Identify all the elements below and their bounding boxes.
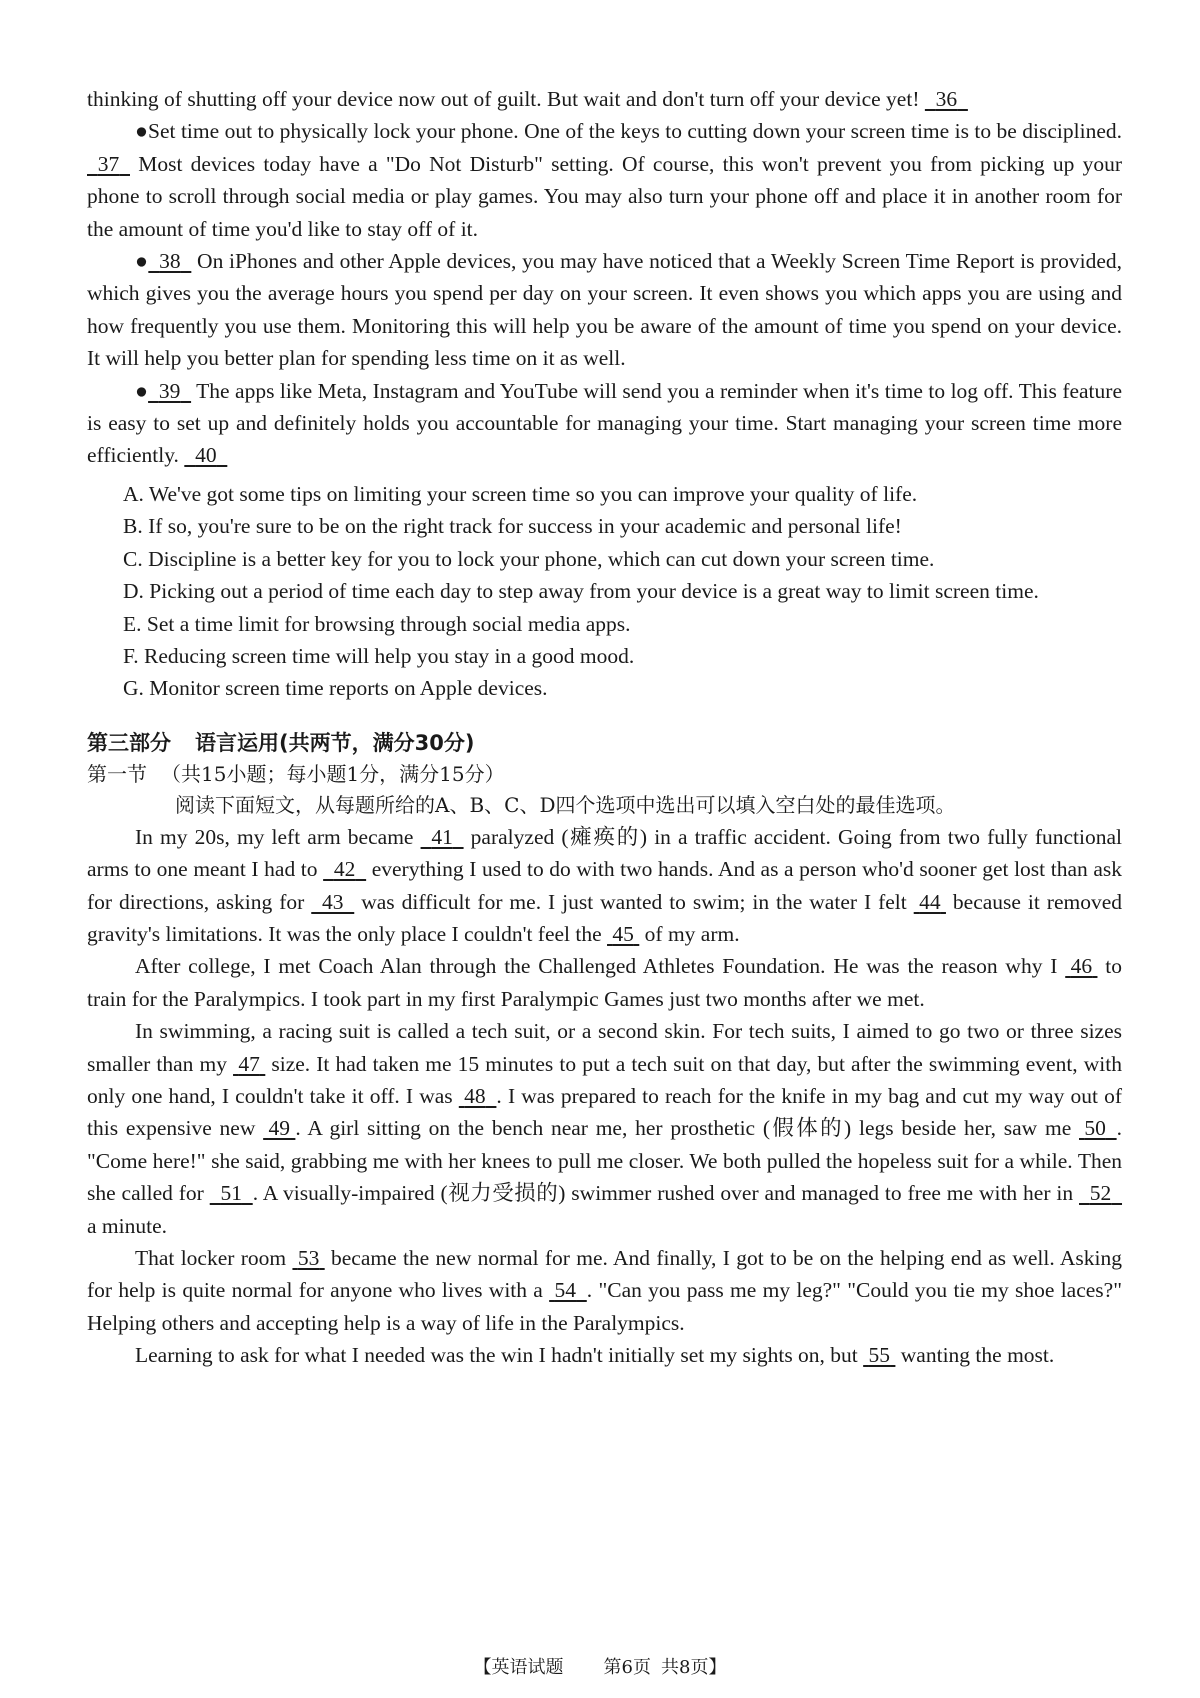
- blank-37: 37: [97, 151, 120, 176]
- section-heading: 第三部分 语言运用(共两节，满分30分): [87, 730, 475, 755]
- option-g: G. Monitor screen time reports on Apple devices.: [123, 676, 548, 701]
- blank-40: 40: [195, 443, 217, 468]
- answer-options: [87, 478, 1122, 705]
- bullet-icon: ●: [135, 249, 149, 274]
- blank-43: 43: [322, 889, 344, 914]
- blank-53: 53: [297, 1246, 320, 1270]
- option-c: C. Discipline is a better key for you to lock your phone, which can cut down your screen time.: [123, 546, 935, 571]
- blank-55: 55: [868, 1343, 891, 1368]
- option-f: F. Reducing screen time will help you stay in a good mood.: [123, 643, 635, 668]
- option-a: A. We've got some tips on limiting your screen time so you can improve your quality of life.: [123, 481, 918, 506]
- option-b: B. If so, you're sure to be on the right track for success in your academic and personal life!: [123, 514, 902, 539]
- blank-45: 45: [612, 921, 634, 946]
- cloze-paragraph-2: After college, I met Coach Alan through the Challenged Athletes Foundation. He was the reason why I 46 to train for the Paralympics. I took part in my first Paralympic Games just two months after we met.: [87, 950, 1122, 1015]
- passage-paragraph-1: ●Set time out to physically lock your phone. One of the keys to cutting down your screen time is to be disciplined. 37 Most devices today have a "Do Not Disturb" setting. Of course, this won't prevent you from picking up your phone to scroll through social media or play games. You may also turn your phone off and place it in another room for the amount of time you'd like to stay off of it.: [87, 119, 1122, 241]
- option-d: D. Picking out a period of time each day to step away from your device is a great way to limit screen time.: [123, 579, 1039, 604]
- footer-subject: 【英语试题: [473, 1657, 564, 1678]
- cloze-paragraph-3: In swimming, a racing suit is called a tech suit, or a second skin. For tech suits, I aimed to go two or three sizes smaller than my 47 size. It had taken me 15 minutes to put a tech suit on that day, but after the swimming event, with only one hand, I couldn't take it off. I was 48 . I was prepared to reach for the knife in my bag and cut my way out of this expensive new 49 . A girl sitting on the bench near me, her prosthetic (假体的) legs beside her, saw me 50 . "Come here!" she said, grabbing me with her knees to pull me closer. We both pulled the hopeless suit for a while. Then she called for 51 . A visually-impaired (视力受损的) swimmer rushed over and managed to free me with her in 52 a minute.: [87, 1019, 1122, 1238]
- blank-50: 50: [1084, 1116, 1106, 1141]
- footer-page-number: 第6页: [603, 1657, 651, 1678]
- blank-39: 39: [158, 378, 181, 403]
- passage-paragraph-0: thinking of shutting off your device now out of guilt. But wait and don't turn off your device yet! 36: [87, 83, 1122, 115]
- blank-46: 46: [1070, 954, 1093, 979]
- passage-paragraph-3: ● 39 The apps like Meta, Instagram and YouTube will send you a reminder when it's time to log off. This feature is easy to set up and definitely holds you accountable for managing your time. Start managing your screen time more efficiently. 40: [87, 375, 1122, 472]
- blank-47: 47: [238, 1051, 260, 1076]
- blank-51: 51: [220, 1181, 242, 1206]
- instruction-text: 阅读下面短文，从每题所给的A、B、C、D四个选项中选出可以填入空白处的最佳选项。: [175, 792, 956, 817]
- cloze-paragraph-5: Learning to ask for what I needed was the win I hadn't initially set my sights on, but 55 wanting the most.: [87, 1339, 1122, 1371]
- blank-36: 36: [935, 87, 958, 111]
- footer-total-pages: 共8页】: [661, 1657, 727, 1678]
- blank-41: 41: [431, 824, 453, 849]
- blank-48: 48: [464, 1083, 486, 1108]
- blank-42: 42: [333, 857, 356, 882]
- cloze-paragraph-4: That locker room 53 became the new normal for me. And finally, I got to be on the helping end as well. Asking for help is quite normal for anyone who lives with a 54 . "Can you pass me my leg?" "Could you tie my shoe laces?" Helping others and accepting help is a way of life in the Paralympics.: [87, 1242, 1122, 1339]
- passage-paragraph-2: ● 38 On iPhones and other Apple devices, you may have noticed that a Weekly Screen Time Report is provided, which gives you the average hours you spend per day on your screen. It even shows you which apps you are using and how frequently you use them. Monitoring this will help you be aware of the amount of time you spend on your device. It will help you better plan for spending less time on it as well.: [87, 245, 1122, 375]
- option-e: E. Set a time limit for browsing through social media apps.: [123, 611, 631, 636]
- bullet-icon: ●: [135, 378, 149, 403]
- blank-54: 54: [554, 1278, 577, 1303]
- cloze-paragraph-1: In my 20s, my left arm became 41 paralyzed (瘫痪的) in a traffic accident. Going from two fully functional arms to one meant I had to 42 everything I used to do with two hands. And as a person who'd sooner get lost than ask for directions, asking for 43 was difficult for me. I just wanted to swim; in the water I felt 44 because it removed gravity's limitations. It was the only place I couldn't feel the 45 of my arm.: [87, 821, 1122, 951]
- exam-page: [87, 83, 1122, 1372]
- subsection-heading: 第一节 （共15小题；每小题1分，满分15分）: [87, 761, 505, 786]
- blank-44: 44: [919, 889, 941, 914]
- blank-38: 38: [159, 249, 181, 274]
- blank-49: 49: [268, 1116, 291, 1141]
- page-footer: [0, 1653, 1200, 1679]
- blank-52: 52: [1089, 1181, 1112, 1206]
